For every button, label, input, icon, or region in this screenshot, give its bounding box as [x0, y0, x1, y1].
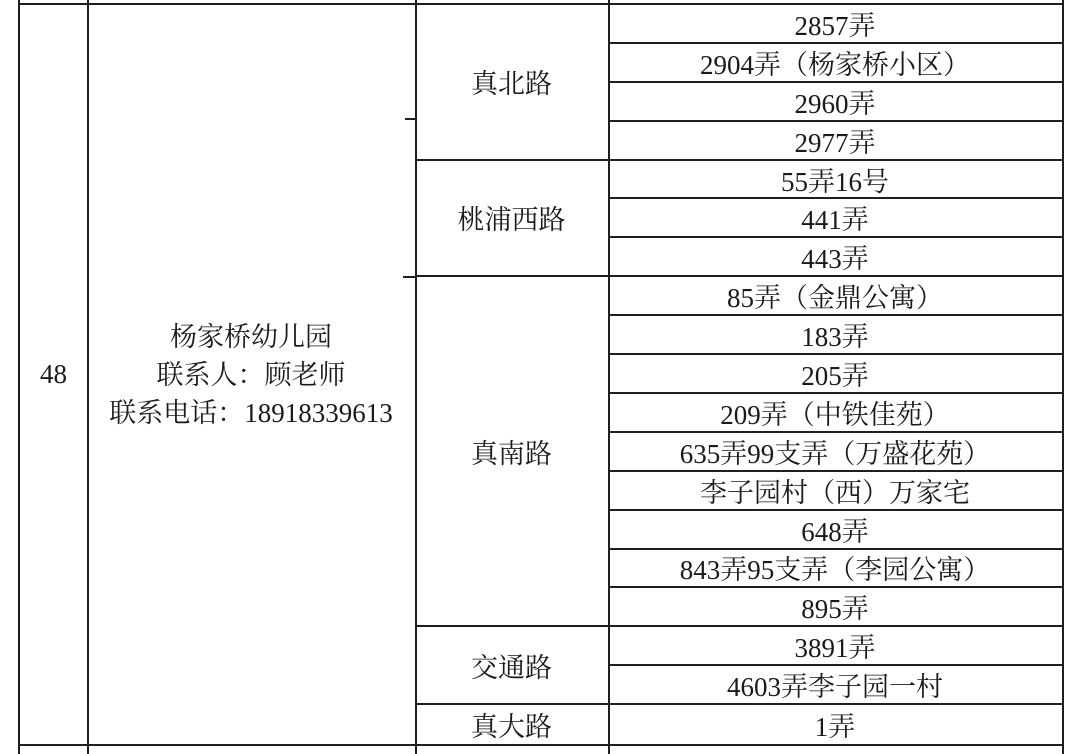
road-cell-taopuxi: 桃浦西路: [415, 161, 608, 278]
road-cell-zhenda: 真大路: [471, 712, 552, 743]
lane-cell: 205弄: [608, 355, 1062, 394]
lane-cell: 4603弄李子园一村: [608, 666, 1062, 705]
facility-info-cell: [87, 5, 415, 744]
road-cell-jiaotong: 交通路: [415, 627, 608, 705]
lane-cell: 648弄: [608, 511, 1062, 550]
lane-cell: 李子园村（西）万家宅: [608, 472, 1062, 511]
row-number-cell: 48: [40, 359, 67, 389]
facility-name: 杨家桥幼儿园: [170, 321, 332, 352]
lane-cell: 635弄99支弄（万盛花苑）: [608, 433, 1062, 472]
lane-cell: 209弄（中铁佳苑）: [608, 394, 1062, 433]
lane-cell: 3891弄: [608, 627, 1062, 666]
lane-cell: 2857弄: [608, 5, 1062, 44]
lane-cell: 2960弄: [608, 83, 1062, 122]
lane-cell: 2904弄（杨家桥小区）: [608, 44, 1062, 83]
facility-contact: 联系人：顾老师: [156, 359, 346, 390]
lane-cell: 2977弄: [608, 122, 1062, 161]
lane-cell: 183弄: [608, 316, 1062, 355]
road-cell-zhenbei: 真北路: [415, 5, 608, 161]
lane-cell: 895弄: [608, 588, 1062, 627]
address-table: [20, 5, 1062, 744]
lane-cell: 441弄: [608, 199, 1062, 238]
lane-cell: 843弄95支弄（李园公寓）: [608, 550, 1062, 589]
facility-phone: 联系电话：18918339613: [109, 397, 393, 428]
lane-cell: 85弄（金鼎公寓）: [608, 277, 1062, 316]
table-border-bottom: [18, 744, 1064, 746]
lane-cell: 1弄: [814, 712, 856, 743]
table-border-right: [1062, 0, 1064, 754]
lane-cell: 443弄: [608, 238, 1062, 277]
road-cell-zhennan: 真南路: [415, 277, 608, 627]
lane-cell: 55弄16号: [608, 161, 1062, 200]
